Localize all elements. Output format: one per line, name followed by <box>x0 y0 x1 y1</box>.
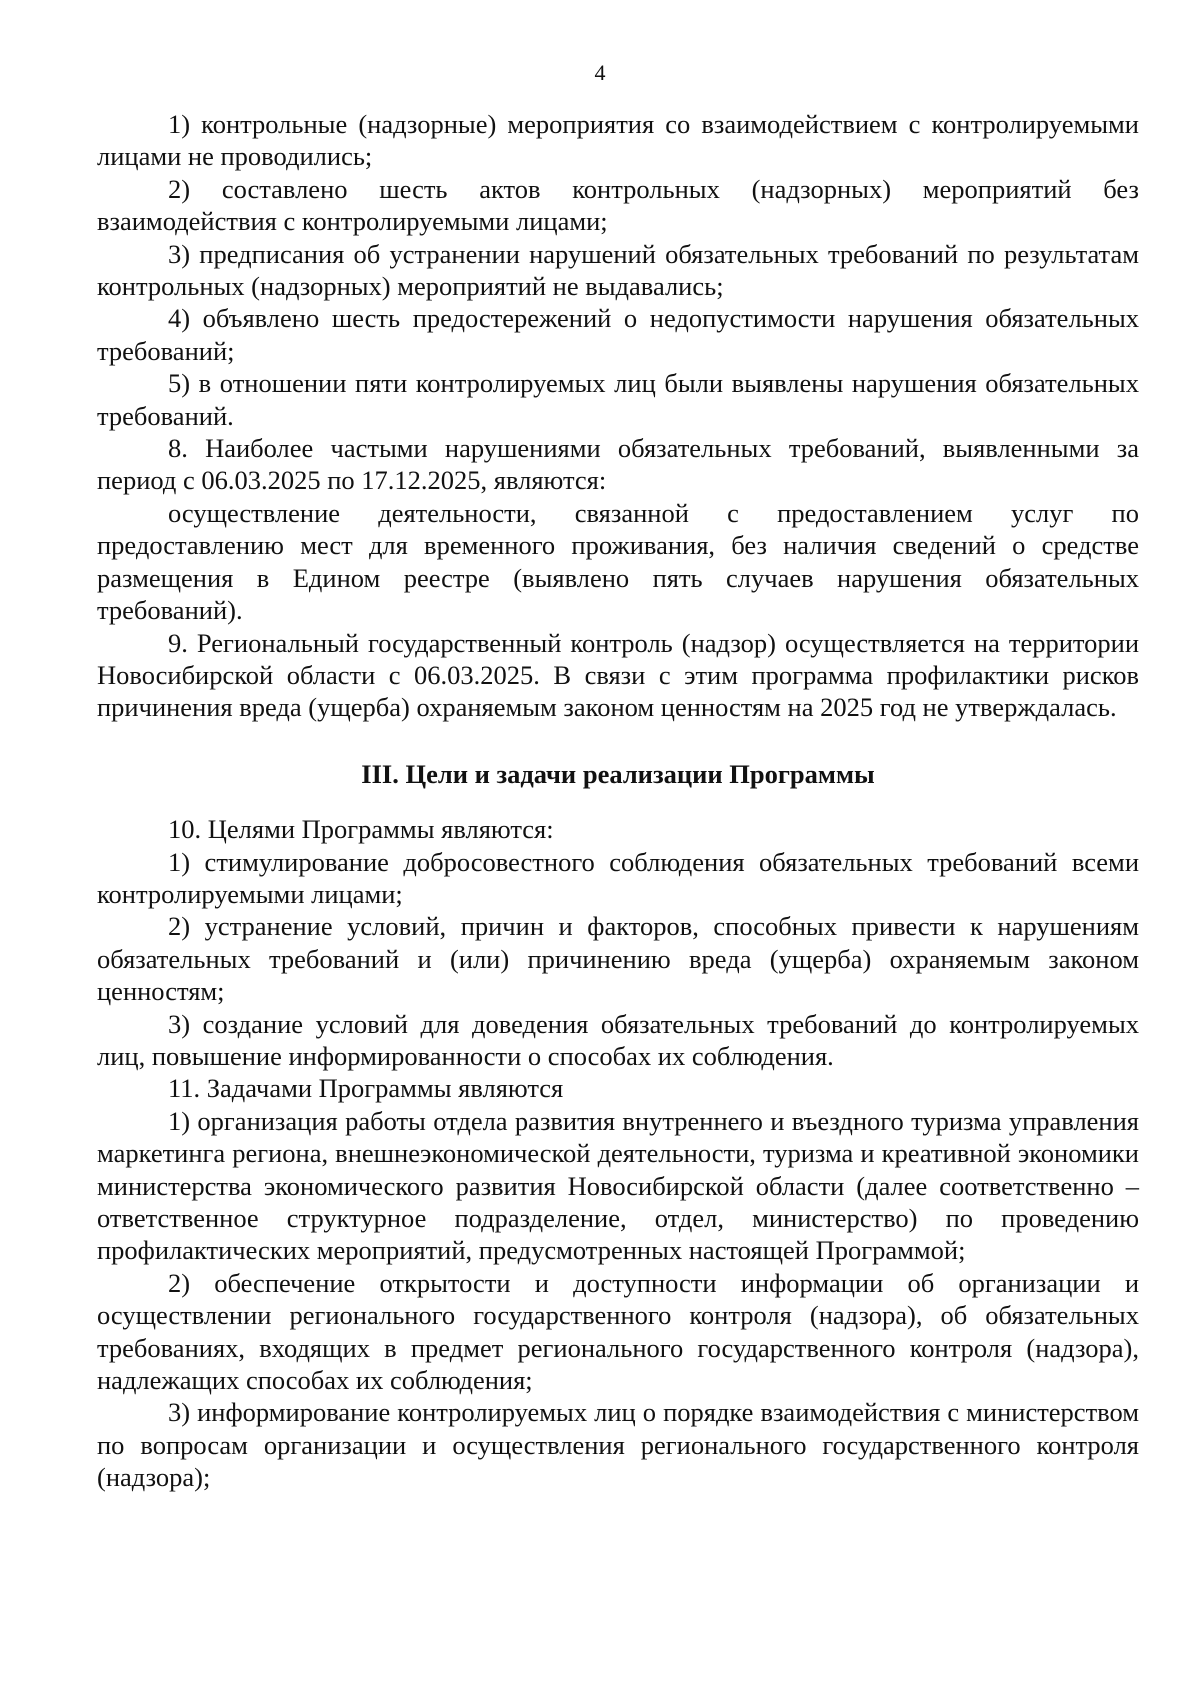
task-item-1: 1) организация работы отдела развития внутреннего и въездного туризма управления маркетинга региона, внешнеэкономической деятельности, туризма и креативной экономики министерства экономического развития Новосибирской области (далее соответственно – ответственное структурное подразделение, отдел, министерство) по проведению профилактических мероприятий, предусмотренных настоящей Программой; <box>97 1105 1139 1266</box>
paragraph-8-frequent-violations: 8. Наиболее частыми нарушениями обязательных требований, выявленными за период с 06.03.2025 по 17.12.2025, являются: <box>97 433 1139 496</box>
page-number: 4 <box>594 60 606 85</box>
goal-item-2: 2) устранение условий, причин и факторов, способных привести к нарушениям обязательных требований и (или) причинению вреда (ущерба) охраняемым законом ценностям; <box>97 911 1139 1007</box>
paragraph-10-goals: 10. Целями Программы являются: <box>168 814 554 845</box>
task-item-3: 3) информирование контролируемых лиц о порядке взаимодействия с министерством по вопросам организации и осуществления регионального государственного контроля (надзора); <box>97 1397 1139 1493</box>
list-item-six-acts: 2) составлено шесть актов контрольных (надзорных) мероприятий без взаимодействия с контролируемыми лицами; <box>97 173 1139 237</box>
paragraph-11-tasks: 11. Задачами Программы являются <box>168 1073 564 1104</box>
paragraph-9-regional-control: 9. Региональный государственный контроль (надзор) осуществляется на территории Новосибирской области с 06.03.2025. В связи с этим программа профилактики рисков причинения вреда (ущерба) охраняемым законом ценностям на 2025 год не утверждалась. <box>97 627 1139 723</box>
task-item-2: 2) обеспечение открытости и доступности информации об организации и осуществлении регионального государственного контроля (надзора), об обязательных требованиях, входящих в предмет регионального государственного контроля (надзора), надлежащих способах их соблюдения; <box>97 1267 1139 1396</box>
goal-item-1: 1) стимулирование добросовестного соблюдения обязательных требований всеми контролируемыми лицами; <box>97 846 1139 909</box>
section-heading: III. Цели и задачи реализации Программы <box>361 758 875 789</box>
list-item-no-contact-measures: 1) контрольные (надзорные) мероприятия со взаимодействием с контролируемыми лицами не проводились; <box>97 109 1139 172</box>
list-item-six-warnings: 4) объявлено шесть предостережений о недопустимости нарушения обязательных требований; <box>97 303 1139 366</box>
goal-item-3: 3) создание условий для доведения обязательных требований до контролируемых лиц, повышение информированности о способах их соблюдения. <box>97 1008 1139 1071</box>
document-body <box>97 108 1139 1494</box>
list-item-five-violators: 5) в отношении пяти контролируемых лиц были выявлены нарушения обязательных требований. <box>97 368 1139 431</box>
violation-description: осуществление деятельности, связанной с предоставлением услуг по предоставлению мест для временного проживания, без наличия сведений о средстве размещения в Едином реестре (выявлено пять случаев нарушения обязательных требований). <box>97 497 1139 626</box>
list-item-no-orders: 3) предписания об устранении нарушений обязательных требований по результатам контрольных (надзорных) мероприятий не выдавались; <box>97 238 1139 302</box>
